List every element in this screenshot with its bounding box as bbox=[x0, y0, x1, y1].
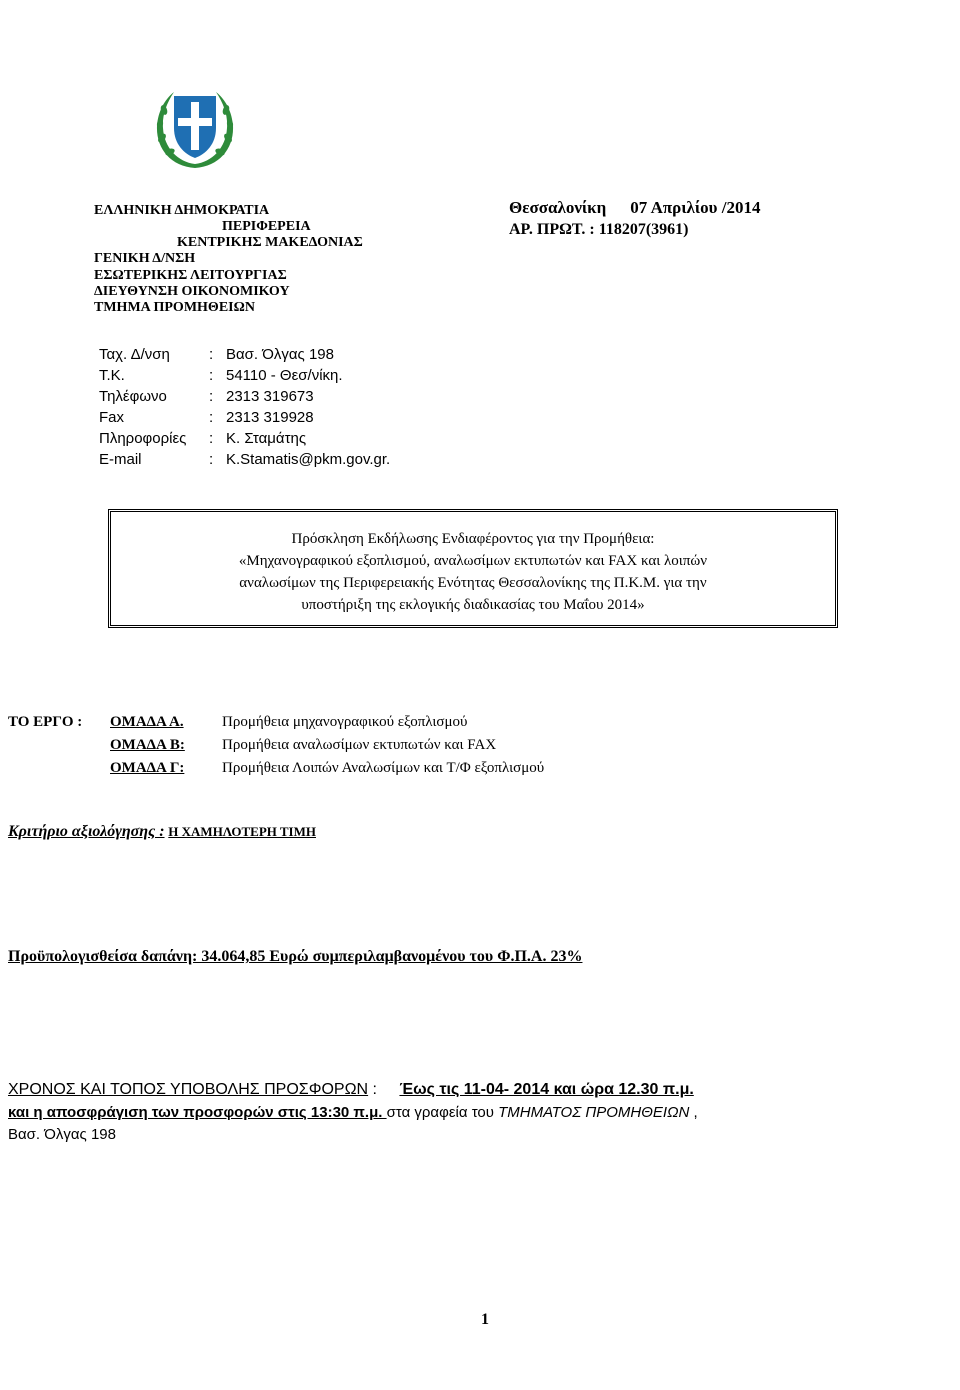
invitation-line: Πρόσκληση Εκδήλωσης Ενδιαφέροντος για την Προμήθεια: bbox=[291, 531, 655, 547]
group-desc: Προμήθεια αναλωσίμων εκτυπωτών και FAX bbox=[222, 737, 497, 753]
criterion-line bbox=[8, 823, 316, 841]
submission-line bbox=[8, 1081, 694, 1099]
invitation-line: υποστήριξη της εκλογικής διαδικασίας του Μαΐου 2014» bbox=[301, 597, 645, 613]
contact-label: Πληροφορίες bbox=[99, 430, 187, 447]
group-name: ΟΜΑΔΑ Β: bbox=[110, 737, 185, 753]
contact-row: Fax : 2313 319928 bbox=[99, 409, 314, 426]
header-line: ΤΜΗΜΑ ΠΡΟΜΗΘΕΙΩΝ bbox=[94, 300, 255, 315]
date: 07 Απριλίου /2014 bbox=[630, 198, 761, 217]
group-name: ΟΜΑΔΑ Α. bbox=[110, 714, 184, 730]
invitation-line: αναλωσίμων της Περιφερειακής Ενότητας Θεσσαλονίκης της Π.Κ.Μ. για την bbox=[239, 575, 707, 591]
place-dept: ΤΜΗΜΑΤΟΣ ΠΡΟΜΗΘΕΙΩΝ bbox=[498, 1104, 690, 1121]
invitation-box bbox=[108, 509, 838, 628]
protocol-value: 118207(3961) bbox=[598, 221, 689, 238]
criterion-label: Κριτήριο αξιολόγησης : bbox=[8, 823, 165, 840]
opening-text: και η αποσφράγιση των προσφορών στις 13:30 π.μ. bbox=[8, 1104, 387, 1121]
invitation-line: «Μηχανογραφικού εξοπλισμού, αναλωσίμων εκτυπωτών και FAX και λοιπών bbox=[238, 553, 708, 569]
group-desc: Προμήθεια μηχανογραφικού εξοπλισμού bbox=[222, 714, 468, 730]
place-suffix: , bbox=[689, 1104, 698, 1121]
protocol-line bbox=[509, 221, 689, 239]
header-line: ΕΛΛΗΝΙΚΗ ΔΗΜΟΚΡΑΤΙΑ bbox=[94, 203, 270, 218]
contact-row: Ταχ. Δ/νση : Βασ. Όλγας 198 bbox=[99, 346, 334, 363]
place-prefix: στα γραφεία του bbox=[386, 1104, 499, 1121]
submission-title: ΧΡΟΝΟΣ ΚΑΙ ΤΟΠΟΣ ΥΠΟΒΟΛΗΣ ΠΡΟΣΦΟΡΩΝ bbox=[8, 1081, 369, 1098]
budget-line: Προϋπολογισθείσα δαπάνη: 34.064,85 Ευρώ συμπεριλαμβανομένου του Φ.Π.Α. 23% bbox=[8, 948, 583, 965]
submission-deadline: Έως τις 11-04- 2014 και ώρα 12.30 π.μ. bbox=[399, 1081, 694, 1098]
header-line: ΠΕΡΙΦΕΡΕΙΑ bbox=[222, 219, 311, 234]
contact-row: Τ.Κ. : 54110 - Θεσ/νίκη. bbox=[99, 367, 343, 384]
header-line: ΕΣΩΤΕΡΙΚΗΣ ΛΕΙΤΟΥΡΓΙΑΣ bbox=[94, 268, 287, 283]
contact-label: Τηλέφωνο bbox=[99, 388, 167, 405]
header-line: ΚΕΝΤΡΙΚΗΣ ΜΑΚΕΔΟΝΙΑΣ bbox=[177, 235, 363, 250]
group-name: ΟΜΑΔΑ Γ: bbox=[110, 760, 185, 776]
group-desc: Προμήθεια Λοιπών Αναλωσίμων και Τ/Φ εξοπλισμού bbox=[222, 760, 545, 776]
contact-value: Βασ. Όλγας 198 bbox=[226, 346, 334, 363]
contact-row: Τηλέφωνο : 2313 319673 bbox=[99, 388, 314, 405]
email-link[interactable]: K.Stamatis@pkm.gov.gr. bbox=[226, 451, 391, 468]
hellenic-republic-emblem-icon bbox=[150, 82, 240, 172]
date-line bbox=[509, 198, 760, 218]
contact-label: Fax bbox=[99, 409, 125, 426]
city: Θεσσαλονίκη bbox=[509, 198, 607, 217]
page-number: 1 bbox=[481, 1311, 489, 1328]
contact-row: E-mail : K.Stamatis@pkm.gov.gr. bbox=[99, 451, 391, 468]
header-line: ΓΕΝΙΚΗ Δ/ΝΣΗ bbox=[94, 251, 196, 266]
contact-row: Πληροφορίες : Κ. Σταμάτης bbox=[99, 430, 307, 447]
contact-value: 54110 - Θεσ/νίκη. bbox=[226, 367, 343, 384]
contact-label: Τ.Κ. bbox=[99, 367, 125, 384]
contact-value: 2313 319673 bbox=[226, 388, 314, 405]
protocol-label: ΑΡ. ΠΡΩΤ. : bbox=[509, 221, 595, 238]
contact-label: Ταχ. Δ/νση bbox=[99, 346, 170, 363]
address-line: Βασ. Όλγας 198 bbox=[8, 1126, 116, 1143]
header-line: ΔΙΕΥΘΥΝΣΗ ΟΙΚΟΝΟΜΙΚΟΥ bbox=[94, 284, 290, 299]
contact-label: E-mail bbox=[99, 451, 142, 468]
criterion-value: Η ΧΑΜΗΛΟΤΕΡΗ ΤΙΜΗ bbox=[168, 824, 316, 839]
contact-value: 2313 319928 bbox=[226, 409, 314, 426]
submission-colon: : bbox=[368, 1081, 377, 1098]
project-label: ΤΟ ΕΡΓΟ : bbox=[8, 714, 83, 730]
opening-line bbox=[8, 1104, 698, 1121]
contact-value: Κ. Σταμάτης bbox=[226, 430, 307, 447]
